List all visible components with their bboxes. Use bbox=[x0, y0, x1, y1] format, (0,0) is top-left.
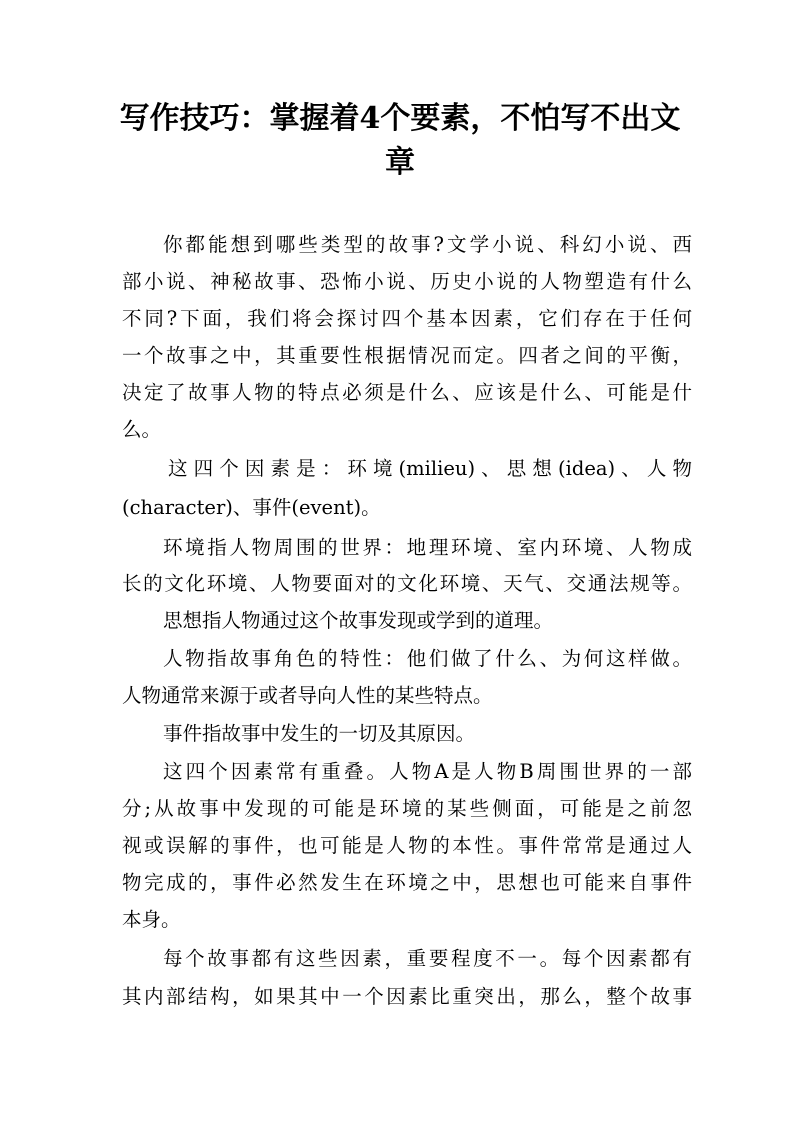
document-title-line-1: 写作技巧：掌握着4个要素，不怕写不出文 bbox=[119, 101, 681, 136]
document-title-line-2: 章 bbox=[385, 145, 415, 180]
text-line: 你都能想到哪些类型的故事?文学小说、科幻小说、西 bbox=[163, 233, 692, 256]
text-line: 思想指人物通过这个故事发现或学到的道理。 bbox=[163, 609, 554, 632]
text-line: 部小说、神秘故事、恐怖小说、历史小说的人物塑造有什么 bbox=[122, 270, 692, 293]
text-line: 一个故事之中，其重要性根据情况而定。四者之间的平衡， bbox=[122, 344, 692, 367]
text-line: 人物指故事角色的特性：他们做了什么、为何这样做。 bbox=[163, 647, 692, 670]
text-line: 物完成的，事件必然发生在环境之中，思想也可能来自事件 bbox=[122, 871, 692, 894]
text-line: (character)、事件(event)。 bbox=[122, 496, 381, 519]
text-line: 本身。 bbox=[122, 908, 181, 931]
text-line: 这四个因素常有重叠。人物A是人物B周围世界的一部 bbox=[163, 760, 692, 783]
text-line: 事件指故事中发生的一切及其原因。 bbox=[163, 722, 476, 745]
text-line: 长的文化环境、人物要面对的文化环境、天气、交通法规等。 bbox=[122, 572, 692, 595]
text-line: 人物通常来源于或者导向人性的某些特点。 bbox=[122, 684, 493, 707]
text-line: 其内部结构，如果其中一个因素比重突出，那么，整个故事 bbox=[122, 985, 692, 1008]
text-line: 视或误解的事件，也可能是人物的本性。事件常常是通过人 bbox=[122, 834, 692, 857]
text-line: 这四个因素是：环境(milieu)、思想(idea)、人物 bbox=[168, 457, 692, 480]
text-line: 每个故事都有这些因素，重要程度不一。每个因素都有 bbox=[163, 947, 692, 970]
text-line: 么。 bbox=[122, 418, 162, 441]
text-line: 决定了故事人物的特点必须是什么、应该是什么、可能是什 bbox=[122, 381, 692, 404]
text-line: 分;从故事中发现的可能是环境的某些侧面，可能是之前忽 bbox=[122, 797, 692, 820]
text-line: 环境指人物周围的世界：地理环境、室内环境、人物成 bbox=[163, 536, 692, 559]
text-line: 不同?下面，我们将会探讨四个基本因素，它们存在于任何 bbox=[122, 307, 692, 330]
